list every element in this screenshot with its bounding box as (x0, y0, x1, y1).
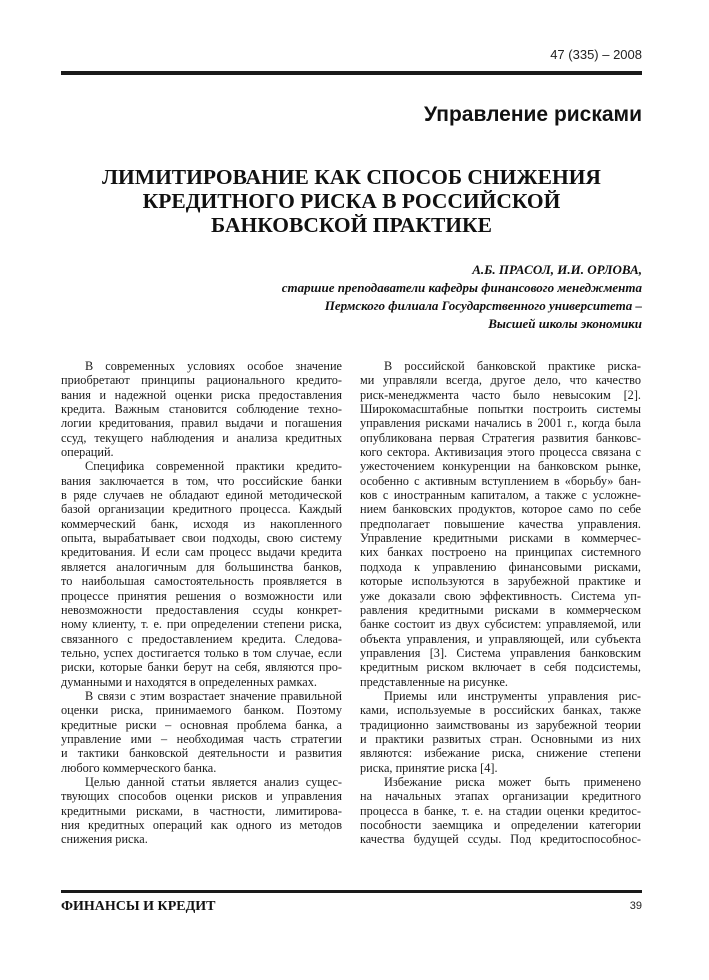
author-block (282, 261, 642, 333)
text-line: операций. (61, 445, 114, 460)
text-line: особенно с активным вступлением в «борьбу» бан- (360, 473, 641, 488)
text-line: опыта, вырабатывает свои подходы, свою систему (61, 531, 342, 546)
text-line: риска, принятие риска [4]. (360, 760, 498, 775)
text-line: риск-менеджмента часто было невысоким [2]. (360, 387, 641, 402)
title-line: КРЕДИТНОГО РИСКА В РОССИЙСКОЙ (142, 189, 561, 213)
text-line: ному клиенту, т. е. при определении степени риска, (61, 617, 342, 632)
author-affiliation-line: старшие преподаватели кафедры финансового менеджмента (281, 280, 642, 295)
text-line: пособности заемщика и определении категории (360, 818, 641, 832)
header-rule (61, 71, 642, 75)
text-line: ссуд, текущего наблюдения и анализа кредитных (61, 430, 342, 445)
text-line: кредитным риском включает в себя подсистемы, (360, 660, 641, 675)
text-line: качества будущей ссуды. Под кредитоспособнос- (360, 832, 641, 847)
text-line: предполагает повышение качества управления. (360, 516, 641, 531)
text-line: в ряде случаев не обладают единой методической (61, 488, 342, 503)
text-line: управления рисками начались в 2001 г., когда была (360, 416, 641, 431)
text-line: В связи с этим возрастает значение правильной (85, 688, 342, 703)
text-line: равления кредитными рисками в коммерческом (360, 602, 641, 617)
footer-rule (61, 890, 642, 893)
text-line: Целью данной статьи является анализ сущес- (85, 774, 342, 789)
journal-name: ФИНАНСЫ И КРЕДИТ (61, 899, 216, 914)
text-line: на начальных этапах организации кредитного (360, 789, 641, 804)
body-column-left (61, 359, 342, 847)
text-line: коммерческий банк, исходя из накопленного (61, 516, 342, 531)
author-affiliation-line: Пермского филиала Государственного университета – (324, 298, 642, 313)
text-line: традиционно заимствованы из зарубежной теории (360, 717, 641, 732)
text-line: ужесточением конкуренции на банковском рынке, (360, 459, 641, 474)
text-line: процесса в банке, т. е. на стадии оценки кредитос- (360, 803, 641, 818)
text-line: представленные на рисунке. (360, 674, 508, 689)
text-line: Широкомасштабные попытки построить системы (360, 402, 641, 417)
text-line: любого коммерческого банка. (61, 760, 217, 775)
text-line: Избежание риска может быть применено (384, 774, 641, 789)
text-line: ков с иностранным капиталом, а также с усложне- (360, 488, 641, 503)
title-line: БАНКОВСКОЙ ПРАКТИКЕ (211, 213, 492, 237)
text-line: связанного с предоставлением кредита. Следова- (61, 631, 342, 646)
text-line: управления [3]. Система управления банковским (360, 645, 641, 660)
text-line: управление ими – необходимая часть стратегии (61, 731, 342, 746)
text-line: тельно, успех достигается только в том случае, если (61, 645, 342, 660)
text-line: и практики развитых стран. Основными из них (360, 731, 641, 746)
author-affiliation-line: Высшей школы экономики (488, 316, 642, 331)
text-line: логии кредитования, правил выдачи и погашения (61, 416, 342, 431)
text-line: ками, используемые в российских банках, также (360, 703, 641, 718)
text-line: снижения риска. (61, 832, 148, 847)
text-line: то наибольшая самостоятельность проявляется в (61, 574, 342, 589)
text-line: вания заключается в том, что российские банки (61, 473, 342, 488)
text-line: нием банковских продуктов, которое само по себе (360, 502, 641, 517)
text-line: уже доказали свою эффективность. Система уп- (360, 588, 641, 603)
text-line: объекта управления, и управляющей, или субъекта (360, 631, 641, 646)
text-line: Приемы или инструменты управления рис- (384, 688, 641, 703)
text-line: которые используются в зарубежной практике и (360, 574, 641, 589)
text-line: кого сектора. Активизация этого процесса связана с (360, 445, 641, 460)
text-line: являются: избежание риска, снижение степени (360, 746, 641, 761)
issue-number: 47 (335) – 2008 (550, 47, 642, 62)
text-line: твующих способов оценки рисков и управления (61, 789, 342, 804)
text-line: базой организации кредитного процесса. Каждый (61, 502, 342, 517)
text-line: процессе принятия решения о возможности или (61, 588, 342, 603)
text-line: является аналогичным для большинства банков, (61, 559, 342, 574)
text-line: Специфика современной практики кредито- (85, 459, 342, 474)
text-line: В российской банковской практике риска- (384, 359, 641, 373)
text-line: невозможности предоставления ссуды конкрет- (61, 602, 342, 617)
text-line: и тактики банковской деятельности и развития (61, 746, 342, 761)
text-line: ми управляли всегда, другое дело, что качество (360, 373, 641, 388)
section-heading: Управление рисками (424, 103, 642, 126)
text-line: ких банках построено на принципах системного (360, 545, 641, 560)
text-line: риски, которые банки берут на себя, являются про- (61, 660, 342, 675)
text-line: банке состоит из двух субсистем: управляемой, или (360, 617, 641, 632)
text-line: кредитования. И если сам процесс выдачи кредита (61, 545, 342, 560)
text-line: опубликована первая Стратегия развития банковс- (360, 430, 641, 445)
author-names: А.Б. ПРАСОЛ, И.И. ОРЛОВА, (472, 262, 642, 277)
text-line: кредитные риски – основная проблема банка, а (61, 717, 342, 732)
article-title (61, 165, 642, 237)
page-number: 39 (629, 900, 642, 912)
text-line: кредитными рисками, в частности, лимитирова- (61, 803, 342, 818)
text-line: приобретают принципы рационального кредито- (61, 373, 342, 388)
text-line: оценки риска, принимаемого банком. Поэтому (61, 703, 342, 718)
text-line: В современных условиях особое значение (85, 359, 342, 373)
text-line: кредита. Важным становится соблюдение техно- (61, 402, 342, 417)
title-line: ЛИМИТИРОВАНИЕ КАК СПОСОБ СНИЖЕНИЯ (102, 165, 601, 189)
body-column-right (360, 359, 641, 847)
text-line: подхода к управлению финансовыми рисками, (360, 559, 641, 574)
text-line: вания и надежной оценки риска предоставления (61, 387, 342, 402)
text-line: думанными и находятся в определенных рамках. (61, 674, 317, 689)
text-line: ния кредитных операций как одного из методов (61, 818, 342, 832)
text-line: Управление кредитными рисками в коммерчес- (360, 531, 641, 546)
